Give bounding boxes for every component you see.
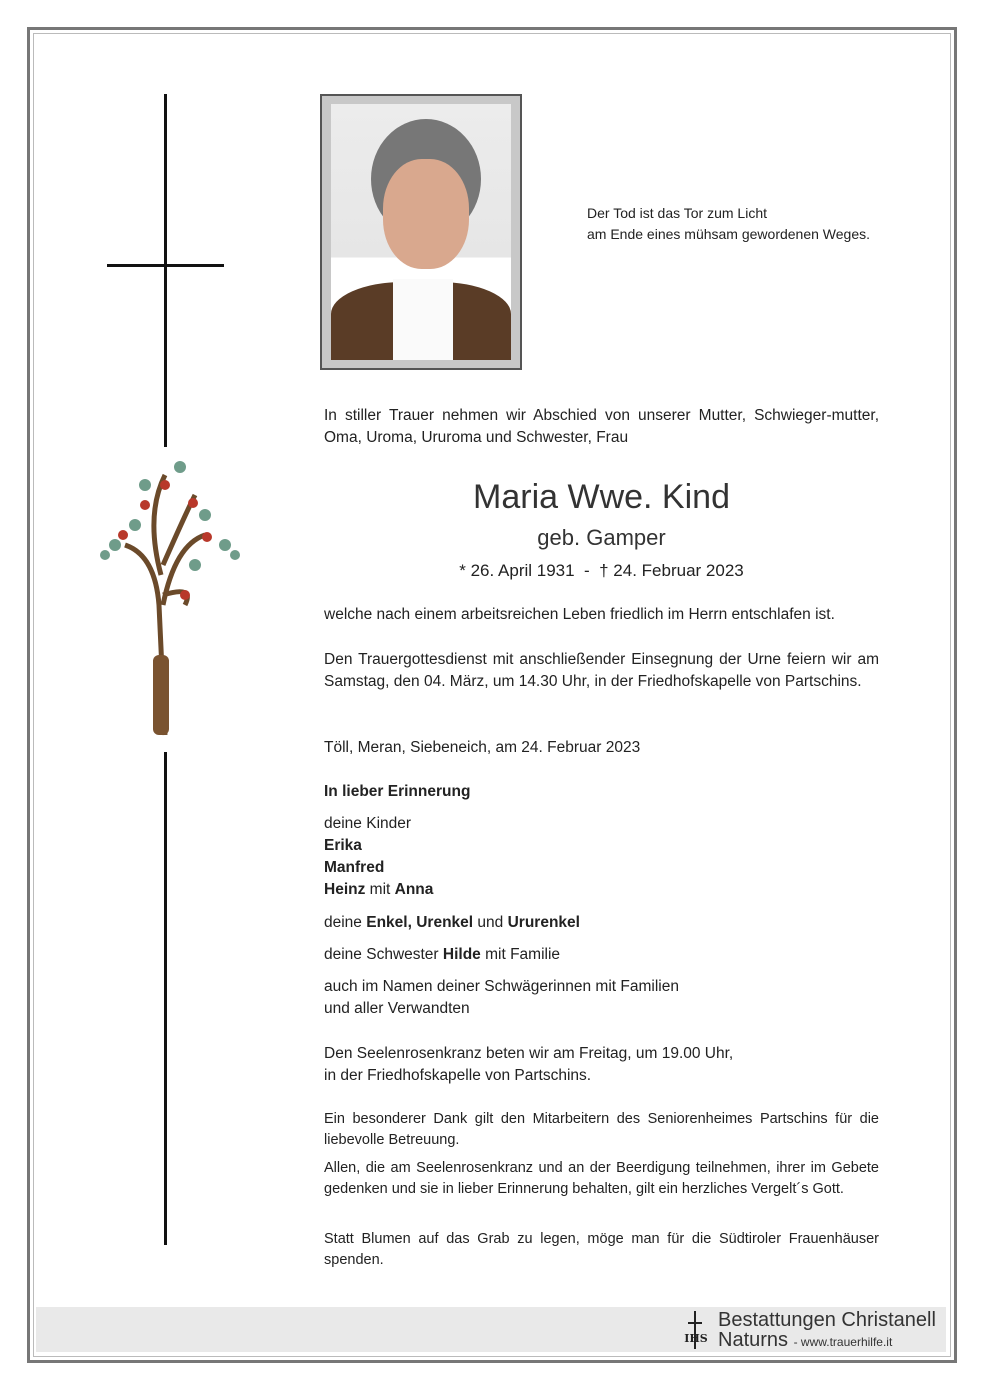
s-suffix: mit Familie bbox=[485, 946, 561, 963]
company-town bbox=[718, 1330, 892, 1352]
portrait-frame bbox=[320, 94, 522, 370]
portrait-photo bbox=[331, 104, 511, 360]
birth-name: geb. Gamper bbox=[537, 525, 666, 550]
life-dates: * 26. April 1931 - † 24. Februar 2023 bbox=[459, 561, 744, 580]
s-name: Hilde bbox=[442, 946, 481, 963]
inlaws bbox=[324, 976, 679, 1020]
ihs-logo-icon bbox=[680, 1310, 712, 1350]
funeral-text: Den Trauergottesdienst mit anschließender Einsegnung der Urne feiern wir am Samstag, den 04. März, um 14.30 Uhr, in der Friedhofskapelle von Partschins. bbox=[324, 651, 879, 690]
child: Manfred bbox=[324, 859, 385, 876]
memory-heading: In lieber Erinnerung bbox=[324, 783, 471, 800]
g-a: Enkel, bbox=[366, 914, 412, 931]
rosary bbox=[324, 1043, 733, 1087]
quote bbox=[587, 203, 870, 245]
s-prefix: deine Schwester bbox=[324, 946, 439, 963]
website-link[interactable]: - www.trauerhilfe.it bbox=[793, 1335, 893, 1349]
svg-text:IHS: IHS bbox=[684, 1332, 708, 1345]
cross-bar bbox=[107, 264, 224, 267]
tree-cross-icon bbox=[85, 455, 250, 740]
line: und aller Verwandten bbox=[324, 1000, 470, 1017]
town: Naturns bbox=[718, 1329, 789, 1351]
g-prefix: deine bbox=[324, 914, 362, 931]
company-name: Bestattungen Christanell bbox=[718, 1309, 936, 1331]
passed-text: welche nach einem arbeitsreichen Leben friedlich im Herrn entschlafen ist. bbox=[324, 606, 835, 623]
donation: Statt Blumen auf das Grab zu legen, möge man für die Südtiroler Frauenhäuser spenden. bbox=[324, 1231, 879, 1268]
thanks-1: Ein besonderer Dank gilt den Mitarbeitern des Seniorenheimes Partschins für die liebevolle Betreuung. bbox=[324, 1111, 879, 1148]
line: in der Friedhofskapelle von Partschins. bbox=[324, 1067, 592, 1084]
cross-icon bbox=[164, 94, 167, 447]
quote-line: am Ende eines mühsam gewordenen Weges. bbox=[587, 226, 871, 242]
g-b: Urenkel bbox=[416, 914, 474, 931]
g-c: Ururenkel bbox=[507, 914, 580, 931]
cross-icon-lower bbox=[164, 752, 167, 1245]
line: auch im Namen deiner Schwägerinnen mit Familien bbox=[324, 978, 679, 995]
sister bbox=[324, 944, 560, 966]
intro: In stiller Trauer nehmen wir Abschied von unserer Mutter, Schwieger-mutter, Oma, Uroma, Ururoma und Schwester, Frau bbox=[324, 407, 879, 446]
quote-line: Der Tod ist das Tor zum Licht bbox=[587, 205, 768, 221]
g-und: und bbox=[477, 914, 504, 931]
thanks-2: Allen, die am Seelenrosenkranz und an der Beerdigung teilnehmen, ihrer im Gebete gedenken und sie in lieber Erinnerung behalten, gilt ein herzliches Vergelt´s Gott. bbox=[324, 1160, 879, 1197]
line: Den Seelenrosenkranz beten wir am Freitag, um 19.00 Uhr, bbox=[324, 1045, 734, 1062]
child-with-partner bbox=[324, 879, 433, 901]
place-date: Töll, Meran, Siebeneich, am 24. Februar 2023 bbox=[324, 739, 641, 756]
children-label: deine Kinder bbox=[324, 815, 412, 832]
partner: Anna bbox=[394, 881, 434, 898]
child: Erika bbox=[324, 837, 362, 854]
grandchildren bbox=[324, 912, 580, 934]
deceased-name: Maria Wwe. Kind bbox=[473, 478, 730, 516]
with: mit bbox=[369, 881, 391, 898]
child: Heinz bbox=[324, 881, 366, 898]
